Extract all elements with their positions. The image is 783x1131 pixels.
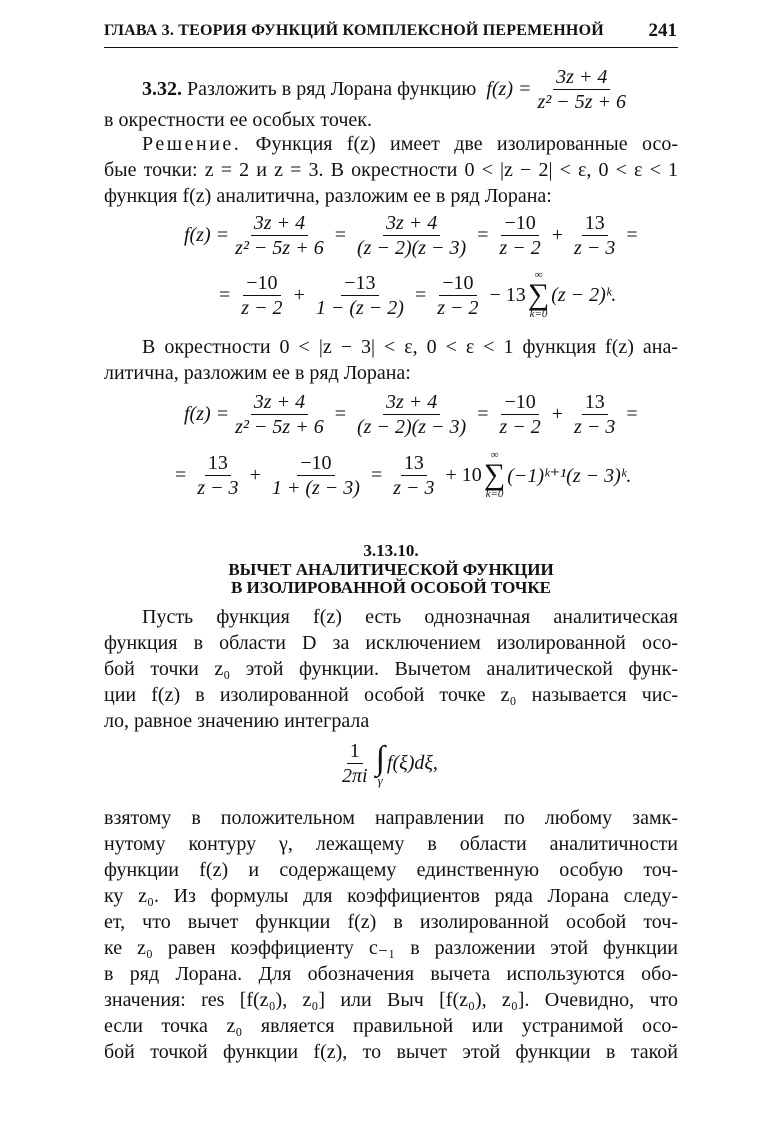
equation-3: f(z) = $\frac{3z + 4}{\text{z² − 5z + 6}}$ = $\frac{3z + 4}{(z - 2)(z - 3)}$ = $\frac{-10}{z - 2}$ + $\frac{13}{z - 3}$ = [184, 391, 638, 438]
func-fraction: $\frac{3z + 4}{\text{z² − 5z + 6}}$ [537, 66, 627, 113]
integral-formula: $\frac{1}{2\pi i}$ ∫ γ f(ξ)dξ, [342, 739, 438, 788]
body-line: в ряд Лорана. Для обозначения вычета используются обо- [104, 963, 678, 985]
section-number: 3.13.10. [363, 541, 419, 560]
running-header: ГЛАВА 3. ТЕОРИЯ ФУНКЦИЙ КОМПЛЕКСНОЙ ПЕРЕМЕННОЙ [104, 22, 604, 39]
func-lhs: f(z) = [486, 78, 532, 100]
problem-task: Разложить в ряд Лорана функцию [187, 78, 477, 100]
equation-2: = $\frac{-10}{z - 2}$ + $\frac{-13}{1 - (z - 2)}$ = $\frac{-10}{z - 2}$ − 13 ∞ ∑ k=0 (z − 2)ᵏ. [219, 269, 617, 320]
section-title-line1: ВЫЧЕТ АНАЛИТИЧЕСКОЙ ФУНКЦИИ [228, 560, 554, 579]
body-line: Пусть функция f(z) есть однозначная аналитическая [142, 606, 678, 628]
para2-line1: В окрестности 0 < |z − 3| < ε, 0 < ε < 1 функция f(z) ана- [142, 336, 678, 358]
para2-line2: литична, разложим ее в ряд Лорана: [104, 362, 411, 384]
problem-number: 3.32. [142, 78, 182, 100]
sum-sign: ∞ ∑ k=0 [527, 269, 550, 320]
body-line: ет, что вычет функции f(z) в изолированной особой точ- [104, 911, 678, 933]
body-line: ло, равное значению интеграла [104, 710, 370, 732]
body-line: если точка z₀ является правильной или устранимой осо- [104, 1015, 678, 1037]
problem-statement [142, 66, 632, 113]
solution-line2: бые точки: z = 2 и z = 3. В окрестности 0 < |z − 2| < ε, 0 < ε < 1 [104, 159, 678, 181]
problem-line2: в окрестности ее особых точек. [104, 109, 373, 131]
body-line: функции f(z) и содержащему единственную особую точ- [104, 859, 678, 881]
body-line: ку z₀. Из формулы для коэффициентов ряда Лорана следу- [104, 885, 678, 907]
header-rule [104, 47, 678, 48]
equation-4: = $\frac{13}{z - 3}$ + $\frac{-10}{1 + (z - 3)}$ = $\frac{13}{z - 3}$ + 10 ∞ ∑ k=0 (−1)ᵏ⁺¹(z − 3)ᵏ. [175, 449, 632, 500]
body-line: нутому контуру γ, лежащему в области аналитичности [104, 833, 678, 855]
body-line: бой точкой функции f(z), то вычет этой функции в такой [104, 1041, 678, 1063]
body-line: функция в области D за исключением изолированной осо- [104, 632, 678, 654]
page-number: 241 [648, 20, 677, 41]
body-line: бой точки z₀ этой функции. Вычетом аналитической функ- [104, 658, 678, 680]
section-title-line2: В ИЗОЛИРОВАННОЙ ОСОБОЙ ТОЧКЕ [230, 578, 552, 597]
equation-1: f(z) = $\frac{3z + 4}{\text{z² − 5z + 6}}$ = $\frac{3z + 4}{(z - 2)(z - 3)}$ = $\frac{-10}{z - 2}$ + $\frac{13}{z - 3}$ = [184, 212, 638, 259]
body-line: значения: res [f(z₀), z₀] или Выч [f(z₀), z₀]. Очевидно, что [104, 989, 678, 1011]
body-line: взятому в положительном направлении по любому замк- [104, 807, 678, 829]
body-line: ции f(z) в изолированной особой точке z₀ называется чис- [104, 684, 678, 706]
solution-label: Решение. [142, 133, 242, 155]
body-line: ке z₀ равен коэффициенту c₋₁ в разложении этой функции [104, 937, 678, 959]
integral-sign: ∫ γ [375, 739, 385, 788]
solution-line3: функция f(z) аналитична, разложим ее в ряд Лорана: [104, 185, 552, 207]
solution-line1: Решение. Функция f(z) имеет две изолированные осо- [142, 133, 678, 155]
